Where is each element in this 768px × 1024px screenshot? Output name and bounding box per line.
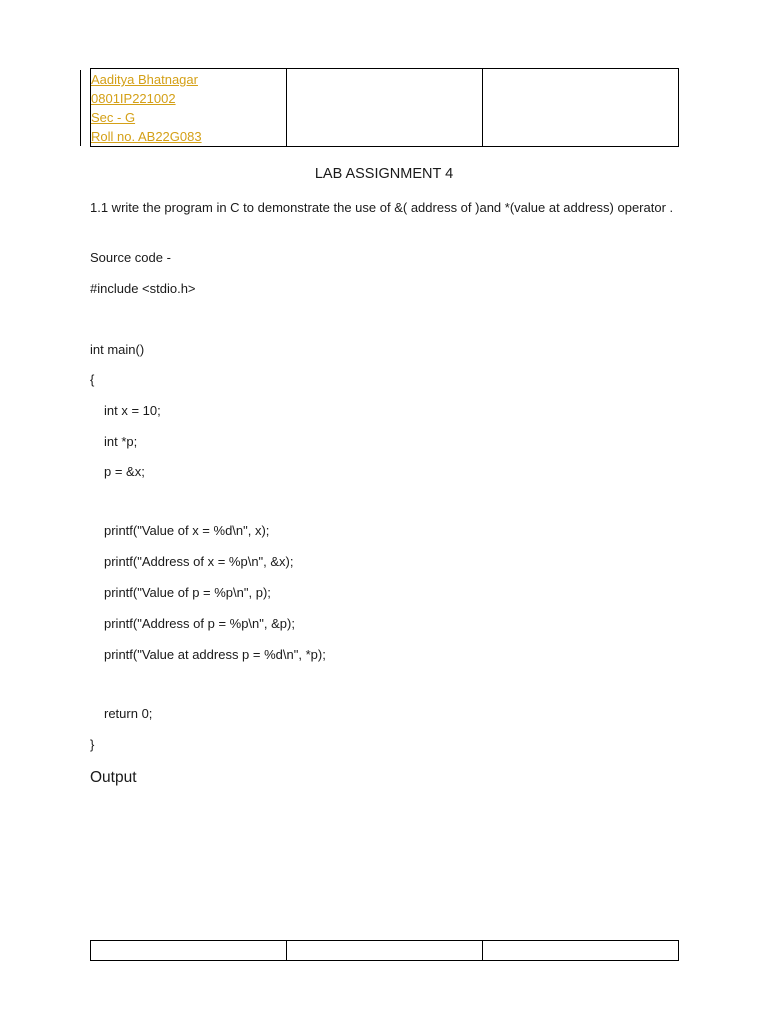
code-line-int-p: int *p;	[104, 434, 138, 449]
code-line-printf-1: printf("Value of x = %d\n", x);	[104, 523, 270, 538]
code-line-return: return 0;	[104, 706, 153, 721]
footer-table	[90, 940, 679, 961]
code-line-printf-5: printf("Value at address p = %d\n", *p);	[104, 647, 326, 662]
header-cell-author	[91, 69, 287, 147]
footer-cell-right	[483, 941, 679, 961]
code-line-printf-3: printf("Value of p = %p\n", p);	[104, 585, 271, 600]
code-line-assign-p: p = &x;	[104, 464, 145, 479]
section: Sec - G	[91, 110, 136, 125]
header-cell-right	[483, 69, 679, 147]
roll-number: Roll no. AB22G083	[91, 129, 202, 144]
document-title: LAB ASSIGNMENT 4	[314, 166, 454, 182]
left-margin-rule	[80, 70, 81, 146]
source-code-label: Source code -	[90, 250, 171, 265]
footer-cell-left	[91, 941, 287, 961]
code-line-printf-4: printf("Address of p = %p\n", &p);	[104, 616, 295, 631]
code-line-include: #include <stdio.h>	[90, 281, 196, 296]
footer-cell-middle	[287, 941, 483, 961]
output-heading: Output	[90, 769, 137, 786]
author-info	[91, 69, 286, 146]
code-line-printf-2: printf("Address of x = %p\n", &x);	[104, 554, 294, 569]
header-cell-middle	[287, 69, 483, 147]
code-line-open-brace: {	[90, 372, 95, 387]
author-name: Aaditya Bhatnagar	[91, 72, 198, 87]
code-line-main: int main()	[90, 342, 145, 357]
code-line-close-brace: }	[90, 737, 95, 752]
enrollment-number: 0801IP221002	[91, 91, 176, 106]
question-text: 1.1 write the program in C to demonstrate the use of &( address of )and *(value at address) operator .	[90, 200, 674, 215]
header-table	[90, 68, 679, 147]
code-line-int-x: int x = 10;	[104, 403, 161, 418]
